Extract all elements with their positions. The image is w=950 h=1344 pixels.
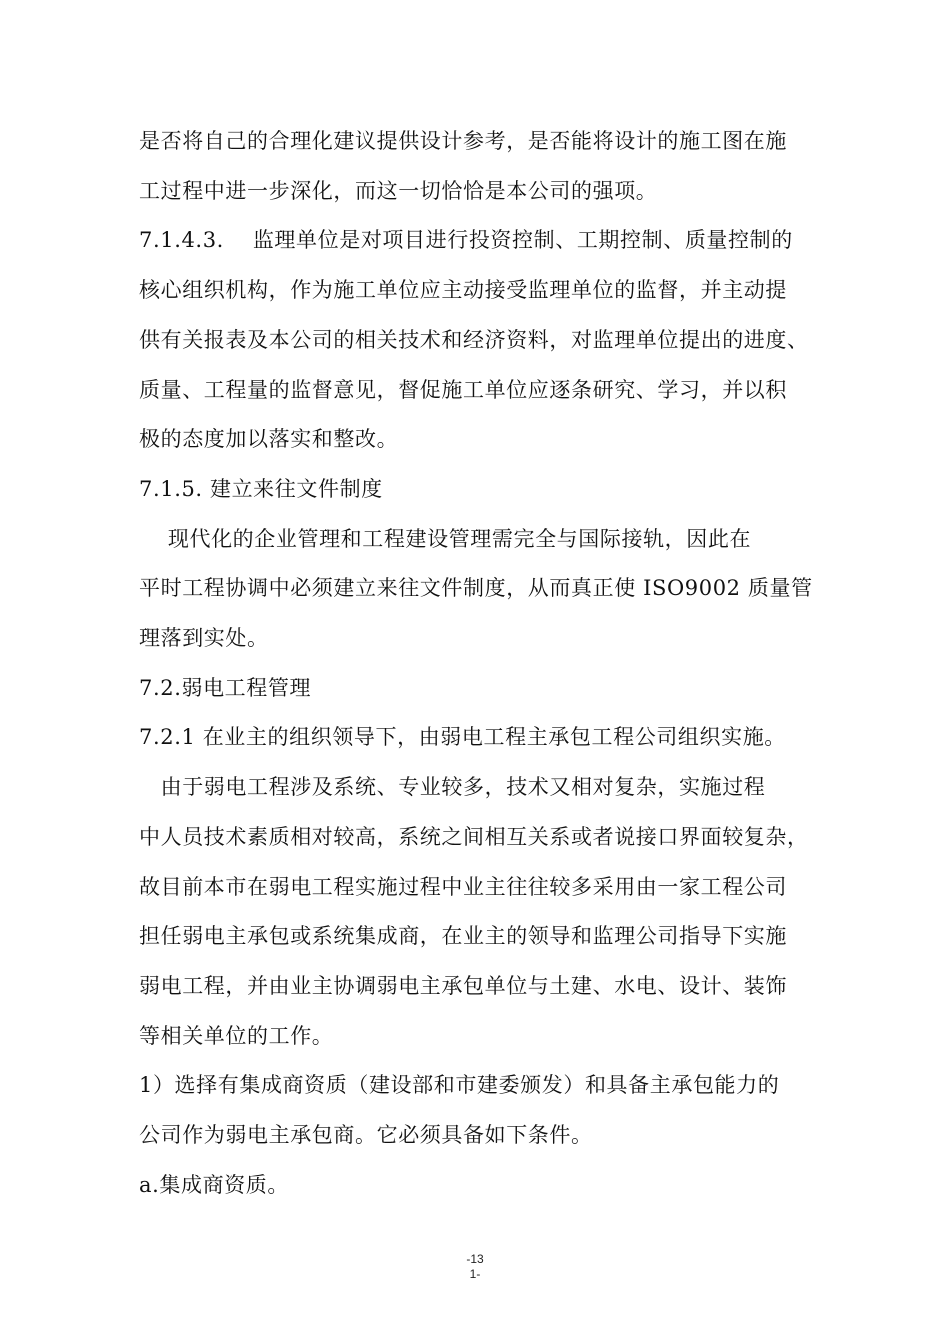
text-line: 由于弱电工程涉及系统、专业较多，技术又相对复杂，实施过程	[139, 775, 766, 799]
page-number-bottom: 1-	[469, 1267, 481, 1281]
text-line: 故目前本市在弱电工程实施过程中业主往往较多采用由一家工程公司	[139, 875, 787, 899]
text-line: 质量、工程量的监督意见，督促施工单位应逐条研究、学习，并以积	[139, 378, 787, 402]
text-line: 7.2.弱电工程管理	[139, 676, 312, 700]
text-line: 担任弱电主承包或系统集成商，在业主的领导和监理公司指导下实施	[139, 924, 787, 948]
text-line: 等相关单位的工作。	[139, 1024, 334, 1048]
text-line: 1）选择有集成商资质（建设部和市建委颁发）和具备主承包能力的	[139, 1073, 780, 1097]
text-line: 平时工程协调中必须建立来往文件制度，从而真正使 ISO9002 质量管	[139, 576, 813, 600]
text-line: 现代化的企业管理和工程建设管理需完全与国际接轨，因此在	[139, 527, 752, 551]
text-line: a.集成商资质。	[139, 1173, 289, 1197]
text-line: 7.1.4.3. 监理单位是对项目进行投资控制、工期控制、质量控制的	[139, 228, 793, 252]
text-line: 公司作为弱电主承包商。它必须具备如下条件。	[139, 1123, 593, 1147]
text-line: 核心组织机构，作为施工单位应主动接受监理单位的监督，并主动提	[139, 278, 787, 302]
text-line: 理落到实处。	[139, 626, 269, 650]
text-line: 是否将自己的合理化建议提供设计参考，是否能将设计的施工图在施	[139, 129, 787, 153]
page-number-top: -13	[466, 1252, 484, 1266]
text-line: 中人员技术素质相对较高，系统之间相互关系或者说接口界面较复杂，	[139, 825, 809, 849]
text-line: 7.1.5. 建立来往文件制度	[139, 477, 383, 501]
text-line: 供有关报表及本公司的相关技术和经济资料，对监理单位提出的进度、	[139, 328, 809, 352]
text-line: 7.2.1 在业主的组织领导下，由弱电工程主承包工程公司组织实施。	[139, 725, 786, 749]
text-line: 工过程中进一步深化，而这一切恰恰是本公司的强项。	[139, 179, 658, 203]
text-line: 极的态度加以落实和整改。	[139, 427, 399, 451]
text-line: 弱电工程，并由业主协调弱电主承包单位与土建、水电、设计、装饰	[139, 974, 787, 998]
